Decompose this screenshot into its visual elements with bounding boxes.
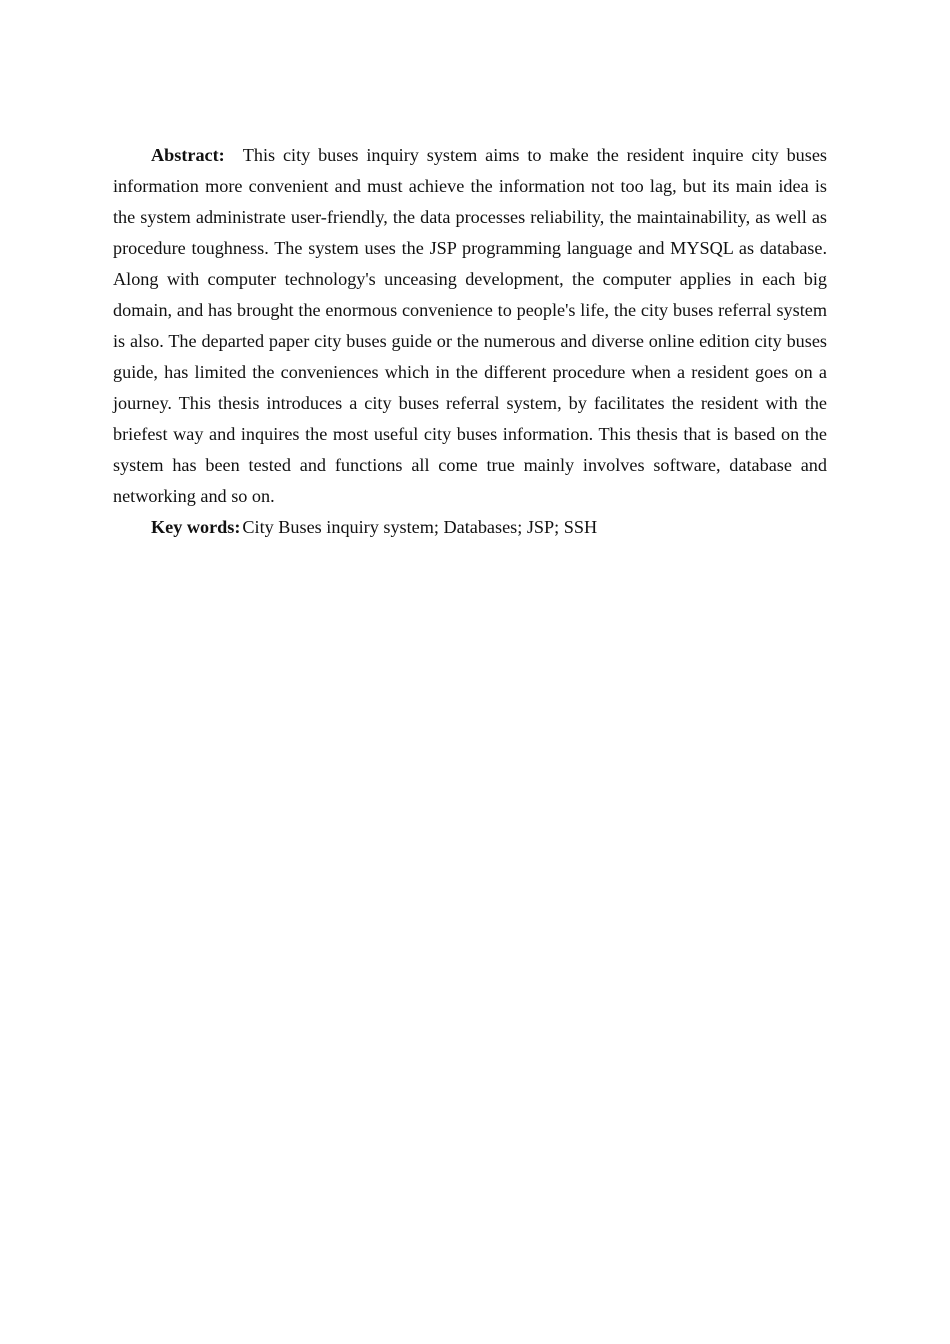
keywords-text: City Buses inquiry system; Databases; JSP; SSH [242, 517, 598, 537]
abstract-text: This city buses inquiry system aims to make the resident inquire city buses information more convenient and must achieve the information not too lag, but its main idea is the system administrate user-friendly, the data processes reliability, the maintainability, as well as procedure toughness. The system uses the JSP programming language and MYSQL as database. Along with computer technology's unceasing development, the computer applies in each big domain, and has brought the enormous convenience to people's life, the city buses referral system is also. The departed paper city buses guide or the numerous and diverse online edition city buses guide, has limited the conveniences which in the different procedure when a resident goes on a journey. This thesis introduces a city buses referral system, by facilitates the resident with the briefest way and inquires the most useful city buses information. This thesis that is based on the system has been tested and functions all come true mainly involves software, database and networking and so on. [113, 145, 827, 506]
keywords-paragraph [113, 512, 827, 543]
keywords-label: Key words: [151, 517, 241, 537]
abstract-paragraph [113, 140, 827, 512]
abstract-label: Abstract: [151, 145, 225, 165]
document-page [113, 140, 827, 543]
